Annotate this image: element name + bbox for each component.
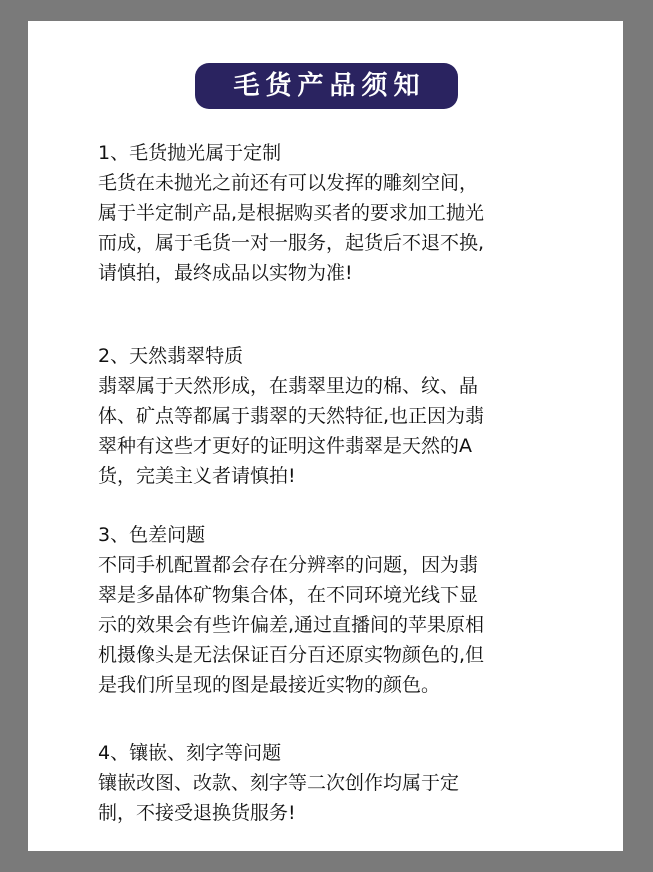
section-color-difference [98,520,598,700]
section-line: 示的效果会有些许偏差,通过直播间的苹果原相 [98,614,485,636]
section-line: 属于半定制产品,是根据购买者的要求加工抛光 [98,202,485,224]
section-line: 货，完美主义者请慎拍! [98,465,296,487]
section-heading: 2、天然翡翠特质 [98,345,244,367]
section-line: 毛货在未抛光之前还有可以发挥的雕刻空间， [98,172,479,194]
section-heading: 4、镶嵌、刻字等问题 [98,742,282,764]
section-line: 而成，属于毛货一对一服务，起货后不退不换, [98,232,485,254]
section-line: 机摄像头是无法保证百分百还原实物颜色的,但 [98,644,485,666]
section-heading: 3、色差问题 [98,524,206,546]
section-custom-polishing [98,138,598,288]
section-inlay-engraving [98,738,598,828]
section-line: 翠种有这些才更好的证明这件翡翠是天然的A [98,435,472,457]
section-line: 制，不接受退换货服务! [98,802,296,824]
notice-card [28,21,623,851]
section-line: 翠是多晶体矿物集合体，在不同环境光线下显 [98,584,479,606]
section-line: 体、矿点等都属于翡翠的天然特征,也正因为翡 [98,405,485,427]
section-line: 镶嵌改图、改款、刻字等二次创作均属于定 [98,772,460,794]
section-line: 不同手机配置都会存在分辨率的问题，因为翡 [98,554,479,576]
section-line: 请慎拍，最终成品以实物为准! [98,262,353,284]
section-natural-jade [98,341,598,491]
section-heading: 1、毛货抛光属于定制 [98,142,282,164]
section-line: 翡翠属于天然形成，在翡翠里边的棉、纹、晶 [98,375,479,397]
page-title: 毛货产品须知 [195,63,458,109]
section-line: 是我们所呈现的图是最接近实物的颜色。 [98,674,441,696]
